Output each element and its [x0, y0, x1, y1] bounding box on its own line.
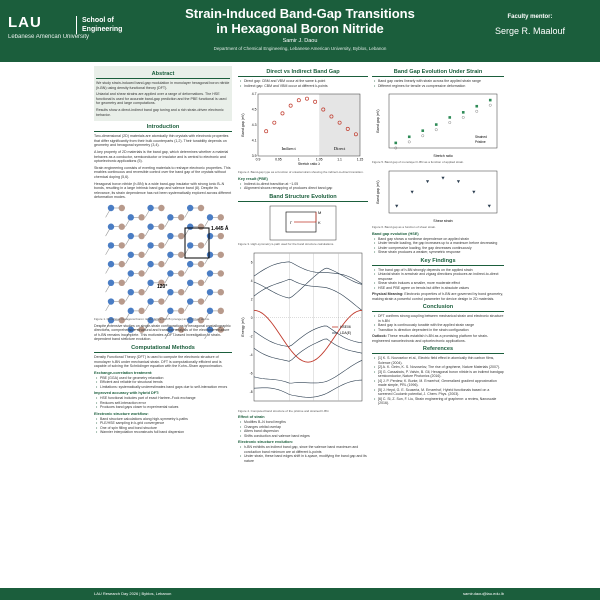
data-point	[281, 112, 284, 115]
x-tick-label: 0.95	[275, 157, 282, 162]
boron-atom	[198, 223, 204, 229]
x-tick-label: 1.15	[356, 157, 364, 162]
pristine-point	[422, 135, 424, 137]
reference-item: • [6] C. Si, Z. Sun, F. Liu, Strain engineering of graphene: a review, Nanoscale (2016).	[374, 397, 504, 406]
y-tick-label: 0	[250, 315, 253, 320]
boron-atom	[198, 242, 204, 248]
x-axis-label: Shear strain	[433, 218, 453, 223]
findings-list	[374, 268, 504, 291]
nitrogen-atom	[128, 308, 134, 314]
x-tick-label: 1.1	[337, 157, 342, 162]
bond-angle-label: 120°	[157, 283, 168, 290]
hse-band-line	[254, 310, 362, 362]
y-tick-label: 4	[250, 278, 253, 283]
boron-atom	[138, 251, 144, 257]
legend-label: LDA(E)	[340, 330, 352, 335]
pristine-point	[408, 141, 410, 143]
strained-point	[462, 111, 465, 114]
direct-item: • Indirect gap: CBM and VBM occur at different k-points	[240, 84, 368, 89]
workflow-item: • One of spin filling and bond structure	[96, 426, 232, 431]
xc-item: • Efficient and reliable for structural trends	[96, 380, 232, 385]
direct-list	[240, 79, 368, 88]
hse-item: • Under compressive loading, the gap decreases continuously	[374, 246, 504, 251]
boron-atom	[138, 289, 144, 295]
workflow-item: • PLE/HSE sampling in k-grid convergence	[96, 421, 232, 426]
footer-contact: samir.daou@lau.edu.lb	[463, 591, 504, 596]
strained-point	[475, 105, 478, 108]
nitrogen-atom	[108, 242, 114, 248]
band-line	[254, 339, 362, 361]
boron-atom	[158, 223, 164, 229]
y-tick-label: 3.9	[251, 154, 257, 159]
data-point	[273, 121, 276, 124]
key-result-item: • Indirect-to-direct transition at ~1.05	[240, 182, 368, 187]
poster-header	[0, 0, 600, 62]
svg-text:M: M	[318, 209, 322, 215]
intro-p4: Hexagonal boron nitride (h-BN) is a wide band-gap insulator with strong ionic B–N bonds, resulting in a large intrinsic band gap and valence band (8). Despite its relevance, its strain dependence has not been systematically explored across different deformation modes.	[94, 181, 232, 200]
abstract-heading: Abstract	[96, 71, 230, 79]
region-label-direct: Direct	[333, 146, 346, 151]
y-tick-label: -2	[249, 334, 253, 339]
reference-item: • [5] J. Heyd, G. E. Scuseria, M. Ernzerhof, Hybrid functionals based on a screened Coulomb potential, J. Chem. Phys. (2003).	[374, 388, 504, 397]
boron-atom	[119, 242, 125, 248]
nitrogen-atom	[187, 298, 193, 304]
nitrogen-atom	[167, 308, 173, 314]
boron-atom	[218, 308, 224, 314]
legend-label: HSE06	[340, 324, 351, 329]
nitrogen-atom	[128, 251, 134, 257]
nitrogen-atom	[108, 205, 114, 211]
figure4-caption: Figure 4. Computed band structure of the pristine and strained h-BN.	[238, 408, 330, 413]
nitrogen-atom	[108, 279, 114, 285]
conclusion-item: • DFT confirms strong coupling between mechanical strain and electronic structure in h-BN	[374, 314, 504, 323]
boron-atom	[138, 233, 144, 239]
data-point	[488, 205, 491, 208]
y-axis-label: Band gap (eV)	[241, 113, 245, 137]
gap-strain-item: • Different regimes for tensile vs compressive deformation	[374, 84, 504, 89]
legend-label: Pristine	[475, 140, 486, 144]
boron-atom	[158, 298, 164, 304]
band-line	[254, 279, 362, 310]
strained-point	[489, 99, 492, 102]
x-tick-label: 0.9	[255, 157, 261, 162]
band-line	[254, 268, 362, 298]
xc-heading: Exchange-correlation treatment:	[94, 370, 153, 375]
nitrogen-atom	[167, 251, 173, 257]
poster-footer	[0, 588, 600, 600]
effect-item: • Alters band dispersion	[240, 429, 368, 434]
figure1-caption: Figure 1. Monolayer hexagonal boron nitride lattice with B (orange) and N (blue) atoms.	[94, 316, 210, 321]
boron-atom	[158, 205, 164, 211]
data-point	[395, 205, 398, 208]
mentor-label: Faculty mentor:	[507, 14, 553, 20]
conclusion-list	[374, 314, 504, 332]
y-tick-label: 4.7	[251, 92, 257, 97]
lau-logo	[6, 8, 134, 54]
evo-list	[240, 445, 368, 463]
outlook: Outlook: These results establish h-BN as a promising platform for strain-engineered nanoelectronic and optoelectronic applications.	[372, 334, 489, 343]
pristine-point	[476, 110, 478, 112]
figure3-caption: Figure 3. High-symmetry k-path used for the band structure calculations.	[238, 241, 335, 246]
nitrogen-atom	[147, 261, 153, 267]
boron-atom	[198, 205, 204, 211]
y-tick-label: 2	[250, 297, 253, 302]
hse-list	[374, 237, 504, 255]
band-structure-chart	[240, 249, 366, 409]
data-point	[265, 130, 268, 133]
svg-text:K: K	[318, 219, 321, 225]
gap-vs-shear-chart	[375, 167, 501, 225]
boron-atom	[198, 298, 204, 304]
legend-label: Strained	[475, 135, 487, 139]
xc-item: • PBE (GGA) used for geometry relaxation	[96, 376, 232, 381]
boron-atom	[218, 251, 224, 257]
evo-item: • Under strain, these band edges shift in k-space, modifying the band gap and its nature	[240, 454, 368, 463]
gap-strain-item: • Band gap varies linearly with strain across the applied strain range	[374, 79, 504, 84]
nitrogen-atom	[187, 279, 193, 285]
conclusion-item: • Transition is direction dependent in the strain configuration	[374, 328, 504, 333]
pristine-point	[462, 116, 464, 118]
physical-meaning: Physical Meaning: Electronic properties of h-BN are governed by bond geometry, making strain a powerful control parameter for device design in 2D materials.	[372, 292, 503, 301]
boron-atom	[218, 233, 224, 239]
workflow-heading: Electronic structure workflow:	[94, 411, 149, 416]
x-axis-label: Stretch ratio λ	[297, 162, 321, 166]
x-axis-label: Stretch ratio	[433, 154, 453, 158]
boron-atom	[178, 251, 184, 257]
hse-heading: Band gap evolution (HSE)	[372, 231, 419, 236]
y-tick-label: 4.3	[251, 123, 257, 128]
logo-text: LAU	[8, 14, 42, 31]
nitrogen-atom	[167, 270, 173, 276]
boron-atom	[218, 270, 224, 276]
pristine-point	[435, 128, 437, 130]
boron-atom	[119, 261, 125, 267]
hbn-lattice-figure	[103, 202, 229, 317]
reference-item: • [1] K. S. Novoselov et al., Electric field effect in atomically thin carbon films, Science (2004).	[374, 356, 504, 365]
nitrogen-atom	[187, 205, 193, 211]
boron-atom	[198, 279, 204, 285]
nitrogen-atom	[187, 261, 193, 267]
boron-atom	[218, 289, 224, 295]
nitrogen-atom	[207, 214, 213, 220]
evo-item: • h-BN exhibits an indirect band gap, since the valence band maximum and conduction band minimum are at different k-points	[240, 445, 368, 454]
nitrogen-atom	[167, 289, 173, 295]
hybrid-item: • Reduces self-interaction error	[96, 401, 232, 406]
nitrogen-atom	[128, 270, 134, 276]
boron-atom	[178, 214, 184, 220]
x-tick-label: 1.05	[315, 157, 323, 162]
finding-item: • HSE and PBE agree on trends but differ in absolute values	[374, 286, 504, 291]
y-tick-label: 4.5	[251, 107, 257, 112]
finding-item: • Uniaxial strain in armchair and zigzag directions produces an indirect-to-direct response	[374, 272, 504, 281]
boron-atom	[178, 233, 184, 239]
footer-left: LAU Research Day 2026 | Byblos, Lebanon	[94, 591, 172, 596]
boron-atom	[138, 308, 144, 314]
finding-item: • Shear strain induces a smaller, more moderate effect	[374, 281, 504, 286]
nitrogen-atom	[147, 298, 153, 304]
effect-item: • Shifts conduction and valence band edges	[240, 434, 368, 439]
direct-heading: Direct vs Indirect Band Gap	[238, 69, 368, 77]
hybrid-list	[96, 396, 232, 410]
nitrogen-atom	[207, 251, 213, 257]
methods-p1: Density Functional Theory (DFT) is used to compute the electronic structure of monolayer h-BN under mechanical strain. DFT is computationally efficient and is capable of solving the Schrödinger equation with the Kohn–Sham approximation.	[94, 355, 223, 369]
nitrogen-atom	[147, 279, 153, 285]
boron-atom	[198, 261, 204, 267]
strained-point	[435, 123, 438, 126]
data-point	[457, 180, 460, 183]
data-point	[426, 180, 429, 183]
nitrogen-atom	[167, 214, 173, 220]
finding-item: • The band gap of h-BN strongly depends on the applied strain	[374, 268, 504, 273]
boron-atom	[138, 214, 144, 220]
y-tick-label: -4	[249, 352, 253, 357]
abstract-box	[94, 66, 232, 121]
hybrid-item: • HSE functional includes part of exact Hartree–Fock exchange	[96, 396, 232, 401]
boron-atom	[158, 242, 164, 248]
nitrogen-atom	[147, 223, 153, 229]
nitrogen-atom	[167, 233, 173, 239]
gap-strain-heading: Band Gap Evolution Under Strain	[372, 69, 504, 77]
strained-point	[448, 116, 451, 119]
strained-point	[394, 142, 397, 145]
column-right	[372, 66, 504, 586]
data-point	[289, 104, 292, 107]
nitrogen-atom	[108, 298, 114, 304]
nitrogen-atom	[207, 289, 213, 295]
nitrogen-atom	[108, 223, 114, 229]
workflow-item: • Wannier interpolation reconstructs full band dispersion	[96, 430, 232, 435]
abstract-p1: We study strain-induced band-gap modulation in monolayer hexagonal boron nitride (h-BN) using density functional theory (DFT).	[96, 81, 230, 90]
column-left	[94, 66, 232, 586]
boron-atom	[138, 270, 144, 276]
boron-atom	[158, 261, 164, 267]
conclusion-heading: Conclusion	[372, 304, 504, 312]
data-point	[305, 97, 308, 100]
nitrogen-atom	[207, 270, 213, 276]
y-axis-label: Band gap (eV)	[376, 109, 380, 133]
hybrid-item: • Produces band gaps closer to experimental values	[96, 405, 232, 410]
references-heading: References	[372, 346, 504, 354]
abstract-p2: Uniaxial and shear strains are applied over a range of deformations. The HSE functional is used for accurate band-gap prediction and the PBE functional is used for geometry and large computations.	[96, 92, 227, 106]
intro-tail: Despite extensive studies on single-strain configurations in hexagonal crystallographic directions, comprehensive structural and transition analysis of the electronic structure of h-BN remains incomplete. This motivates a DFT-based investigation of strain-dependent band structure evolution.	[94, 323, 231, 342]
gap-strain-list	[374, 79, 504, 88]
boron-atom	[119, 223, 125, 229]
key-result-list	[240, 182, 368, 191]
boron-atom	[178, 270, 184, 276]
gap-vs-strain-chart	[375, 90, 501, 160]
xc-list	[96, 376, 232, 390]
hse-item: • Band gap shows a nonlinear dependence on applied strain	[374, 237, 504, 242]
hse-item: • Shear strain produces a weaker, symmetric response	[374, 250, 504, 255]
key-result-item: • Alignment shows remapping of produces direct band gap	[240, 186, 368, 191]
school-name: School of Engineering	[76, 16, 122, 34]
workflow-item: • Band structure calculations along high-symmetry k-paths	[96, 417, 232, 422]
hse-item: • Under tensile loading, the gap increases up to a maximum before decreasing	[374, 241, 504, 246]
intro-p2: A key property of 2D materials is the band gap, which determines whether a material behaves as a conductor, semiconductor or insulator and is central to electronic and optoelectronic applications (5).	[94, 149, 229, 164]
nitrogen-atom	[207, 233, 213, 239]
xc-item: • Limitations: systematically underestimates band gaps due to self-interaction errors	[96, 385, 232, 390]
bond-length-label: 1.445 Å	[211, 225, 229, 232]
conclusion-item: • Band gap is continuously tunable with the applied strain range	[374, 323, 504, 328]
pristine-point	[489, 104, 491, 106]
gap-type-chart	[240, 90, 366, 170]
strained-point	[421, 129, 424, 132]
nitrogen-atom	[147, 205, 153, 211]
region-label-indirect: Indirect	[281, 146, 296, 151]
author-list: Samir J. Daou	[282, 38, 318, 44]
data-point	[441, 177, 444, 180]
effect-heading: Effect of strain	[238, 415, 265, 420]
y-tick-label: 4.1	[251, 138, 257, 143]
boron-atom	[178, 308, 184, 314]
figure6-caption: Figure 6. Band gap as a function of shear strain.	[372, 224, 437, 229]
effect-item: • Modifies B–N bond lengths	[240, 420, 368, 425]
nitrogen-atom	[187, 242, 193, 248]
nitrogen-atom	[128, 214, 134, 220]
boron-atom	[119, 205, 125, 211]
y-tick-label: -8	[249, 389, 253, 394]
band-line	[254, 261, 362, 283]
nitrogen-atom	[187, 223, 193, 229]
reference-item: • [4] J. P. Perdew, K. Burke, M. Ernzerhof, Generalized gradient approximation made simple, PRL (1996).	[374, 379, 504, 388]
key-result-heading: Key result (PBE)	[238, 176, 268, 181]
x-tick-label: 1	[297, 157, 300, 162]
references-list	[374, 356, 504, 406]
y-tick-label: -6	[249, 371, 253, 376]
y-axis-label: Band gap (eV)	[376, 180, 380, 204]
intro-p1: Two-dimensional (2D) materials are atomically thin crystals with electronic properties that differ significantly from their bulk counterparts (1,2). Their tunability depends on geometry and hexagonal symmetry (3,4).	[94, 134, 229, 148]
boron-atom	[119, 298, 125, 304]
data-point	[297, 99, 300, 102]
reference-item: • [3] G. Cassabois, P. Valvin, B. Gil, Hexagonal boron nitride is an indirect bandgap semiconductor, Nature Photonics (2016).	[374, 370, 504, 379]
nitrogen-atom	[207, 308, 213, 314]
nitrogen-atom	[128, 233, 134, 239]
direct-item: • Direct gap: CBM and VBM occur at the same k-point	[240, 79, 368, 84]
effect-item: • Changes orbital overlap	[240, 425, 368, 430]
boron-atom	[178, 289, 184, 295]
figure5-caption: Figure 5. Band gap of monolayer h-BN as a function of applied strain.	[372, 160, 465, 164]
y-axis-label: Energy (eV)	[241, 317, 245, 337]
evolution-heading: Band Structure Evolution	[238, 194, 368, 202]
nitrogen-atom	[108, 261, 114, 267]
data-point	[314, 100, 317, 103]
abstract-p3: Results show a direct-indirect band gap tuning and a rich strain-driven electronic behavior.	[96, 107, 224, 117]
boron-atom	[119, 279, 125, 285]
figure2-caption: Figure 2. Band-gap type as a function of uniaxial strain showing the indirect-to-direct transition.	[238, 170, 364, 174]
data-point	[411, 191, 414, 194]
boron-atom	[218, 214, 224, 220]
methods-heading: Computational Methods	[94, 345, 232, 353]
nitrogen-atom	[147, 242, 153, 248]
data-point	[472, 191, 475, 194]
poster-title: Strain-Induced Band-Gap Transitions in Hexagonal Boron Nitride	[185, 6, 415, 36]
findings-heading: Key Findings	[372, 258, 504, 266]
intro-p3: Strain engineering consists of exerting materials to reshape electronic properties. This enables continuous and reversible control over the band gap of the crystals without chemical doping (5,6).	[94, 165, 231, 179]
workflow-list	[96, 417, 232, 435]
k-path-figure	[268, 204, 338, 242]
evo-heading: Electronic structure evolution:	[238, 440, 294, 445]
band-line	[254, 360, 362, 383]
hybrid-heading: Improved accuracy with hybrid DFT:	[94, 391, 160, 396]
pristine-point	[449, 121, 451, 123]
reference-item: • [2] A. K. Geim, K. S. Novoselov, The rise of graphene, Nature Materials (2007).	[374, 365, 504, 370]
effect-list	[240, 420, 368, 438]
column-middle	[238, 66, 368, 586]
y-tick-label: 6	[250, 260, 253, 265]
nitrogen-atom	[128, 289, 134, 295]
strained-point	[408, 135, 411, 138]
affiliation: Department of Chemical Engineering, Lebanese American University, Byblos, Lebanon	[213, 46, 387, 51]
svg-text:Γ: Γ	[290, 219, 293, 225]
mentor-name: Serge R. Maalouf	[494, 26, 566, 36]
intro-heading: Introduction	[94, 124, 232, 132]
logo-subtitle: Lebanese American University	[8, 34, 90, 40]
